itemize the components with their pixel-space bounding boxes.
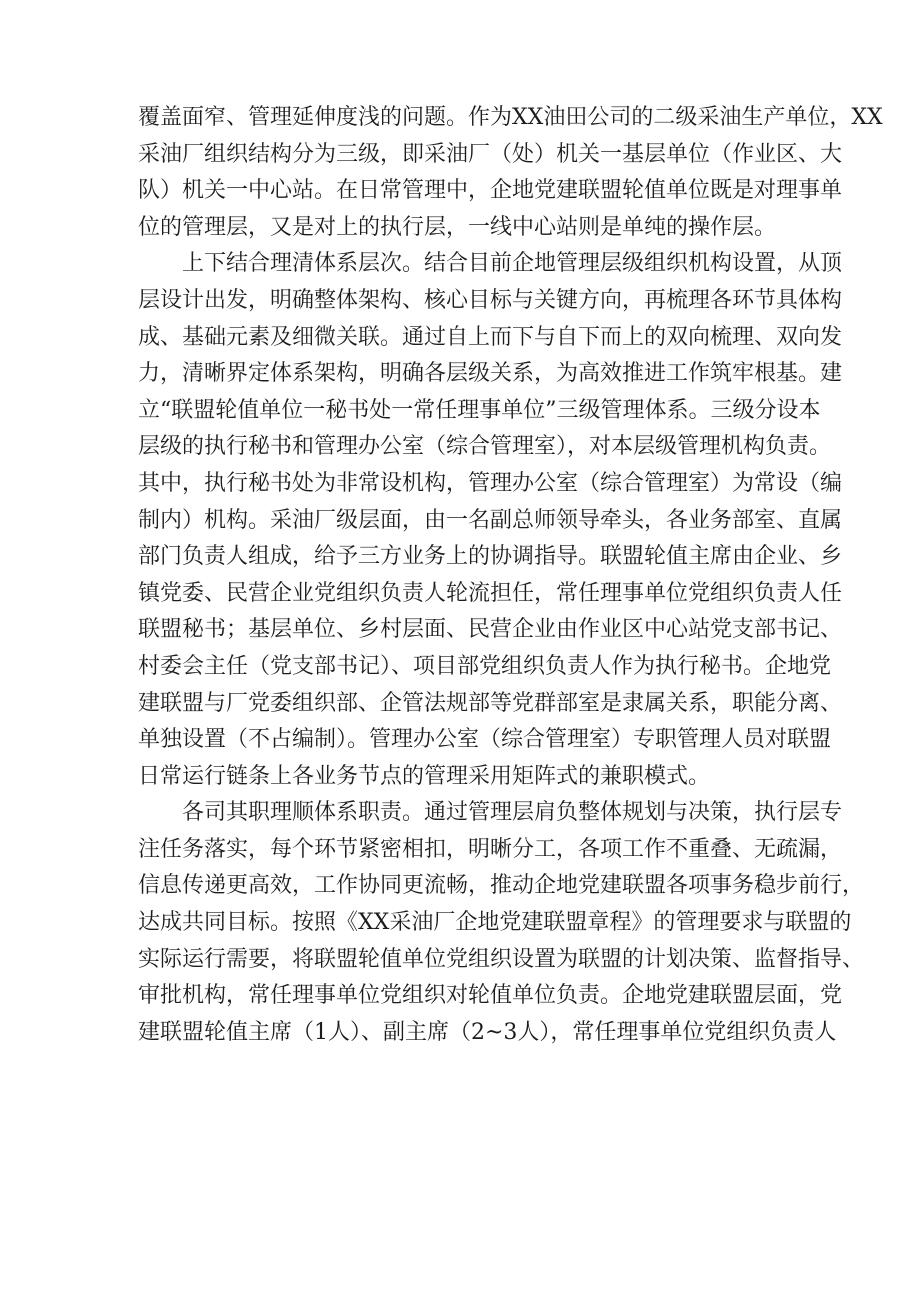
paragraph-line: 层级的执行秘书和管理办公室（综合管理室），对本层级管理机构负责。 bbox=[138, 434, 832, 460]
paragraph-line: 各司其职理顺体系职责。通过管理层肩负整体规划与决策，执行层专 bbox=[182, 800, 843, 826]
paragraph-line: 位的管理层，又是对上的执行层，一线中心站则是单纯的操作层。 bbox=[138, 214, 777, 240]
paragraph-line: 注任务落实，每个环节紧密相扣，明晰分工，各项工作不重叠、无疏漏， bbox=[138, 836, 843, 862]
paragraph-line: 力，清晰界定体系架构，明确各层级关系，为高效推进工作筑牢根基。建 bbox=[138, 361, 843, 387]
paragraph-line: 部门负责人组成，给予三方业务上的协调指导。联盟轮值主席由企业、乡 bbox=[138, 544, 843, 570]
paragraph-line: 审批机构，常任理事单位党组织对轮值单位负责。企地党建联盟层面，党 bbox=[138, 983, 843, 1009]
paragraph-line: 村委会主任（党支部书记）、项目部党组织负责人作为执行秘书。企地党 bbox=[138, 653, 832, 679]
paragraph-line: 达成共同目标。按照《XX采油厂企地党建联盟章程》的管理要求与联盟的 bbox=[138, 910, 852, 936]
paragraph-line: 其中，执行秘书处为非常设机构，管理办公室（综合管理室）为常设（编 bbox=[138, 470, 843, 496]
paragraph-line: 单独设置（不占编制）。管理办公室（综合管理室）专职管理人员对联盟 bbox=[138, 727, 832, 753]
paragraph-line: 建联盟轮值主席（1人）、副主席（2~3人），常任理事单位党组织负责人 bbox=[138, 1019, 837, 1045]
paragraph-line: 镇党委、民营企业党组织负责人轮流担任，常任理事单位党组织负责人任 bbox=[138, 580, 843, 606]
paragraph-line: 制内）机构。采油厂级层面，由一名副总师领导牵头，各业务部室、直属 bbox=[138, 507, 843, 533]
paragraph-1 bbox=[138, 100, 883, 246]
body-text bbox=[138, 100, 883, 1051]
paragraph-2 bbox=[138, 246, 843, 795]
paragraph-line: 队）机关一中心站。在日常管理中，企地党建联盟轮值单位既是对理事单 bbox=[138, 178, 843, 204]
paragraph-line: 实际运行需要，将联盟轮值单位党组织设置为联盟的计划决策、监督指导、 bbox=[138, 946, 865, 972]
paragraph-line: 信息传递更高效，工作协同更流畅，推动企地党建联盟各项事务稳步前行， bbox=[138, 873, 865, 899]
paragraph-line: 采油厂组织结构分为三级，即采油厂（处）机关一基层单位（作业区、大 bbox=[138, 141, 843, 167]
paragraph-3 bbox=[138, 795, 865, 1051]
paragraph-line: 建联盟与厂党委组织部、企管法规部等党群部室是隶属关系，职能分离、 bbox=[138, 690, 843, 716]
paragraph-line: 成、基础元素及细微关联。通过自上而下与自下而上的双向梳理、双向发 bbox=[138, 324, 843, 350]
paragraph-line: 联盟秘书；基层单位、乡村层面、民营企业由作业区中心站党支部书记、 bbox=[138, 617, 843, 643]
paragraph-line: 上下结合理清体系层次。结合目前企地管理层级组织机构设置，从顶 bbox=[182, 251, 843, 277]
paragraph-line: 覆盖面窄、管理延伸度浅的问题。作为XX油田公司的二级采油生产单位，XX bbox=[138, 105, 883, 130]
paragraph-line: 层设计出发，明确整体架构、核心目标与关键方向，再梳理各环节具体构 bbox=[138, 287, 843, 313]
paragraph-line: 立“联盟轮值单位一秘书处一常任理事单位”三级管理体系。三级分设本 bbox=[138, 397, 821, 423]
paragraph-line: 日常运行链条上各业务节点的管理采用矩阵式的兼职模式。 bbox=[138, 763, 711, 789]
